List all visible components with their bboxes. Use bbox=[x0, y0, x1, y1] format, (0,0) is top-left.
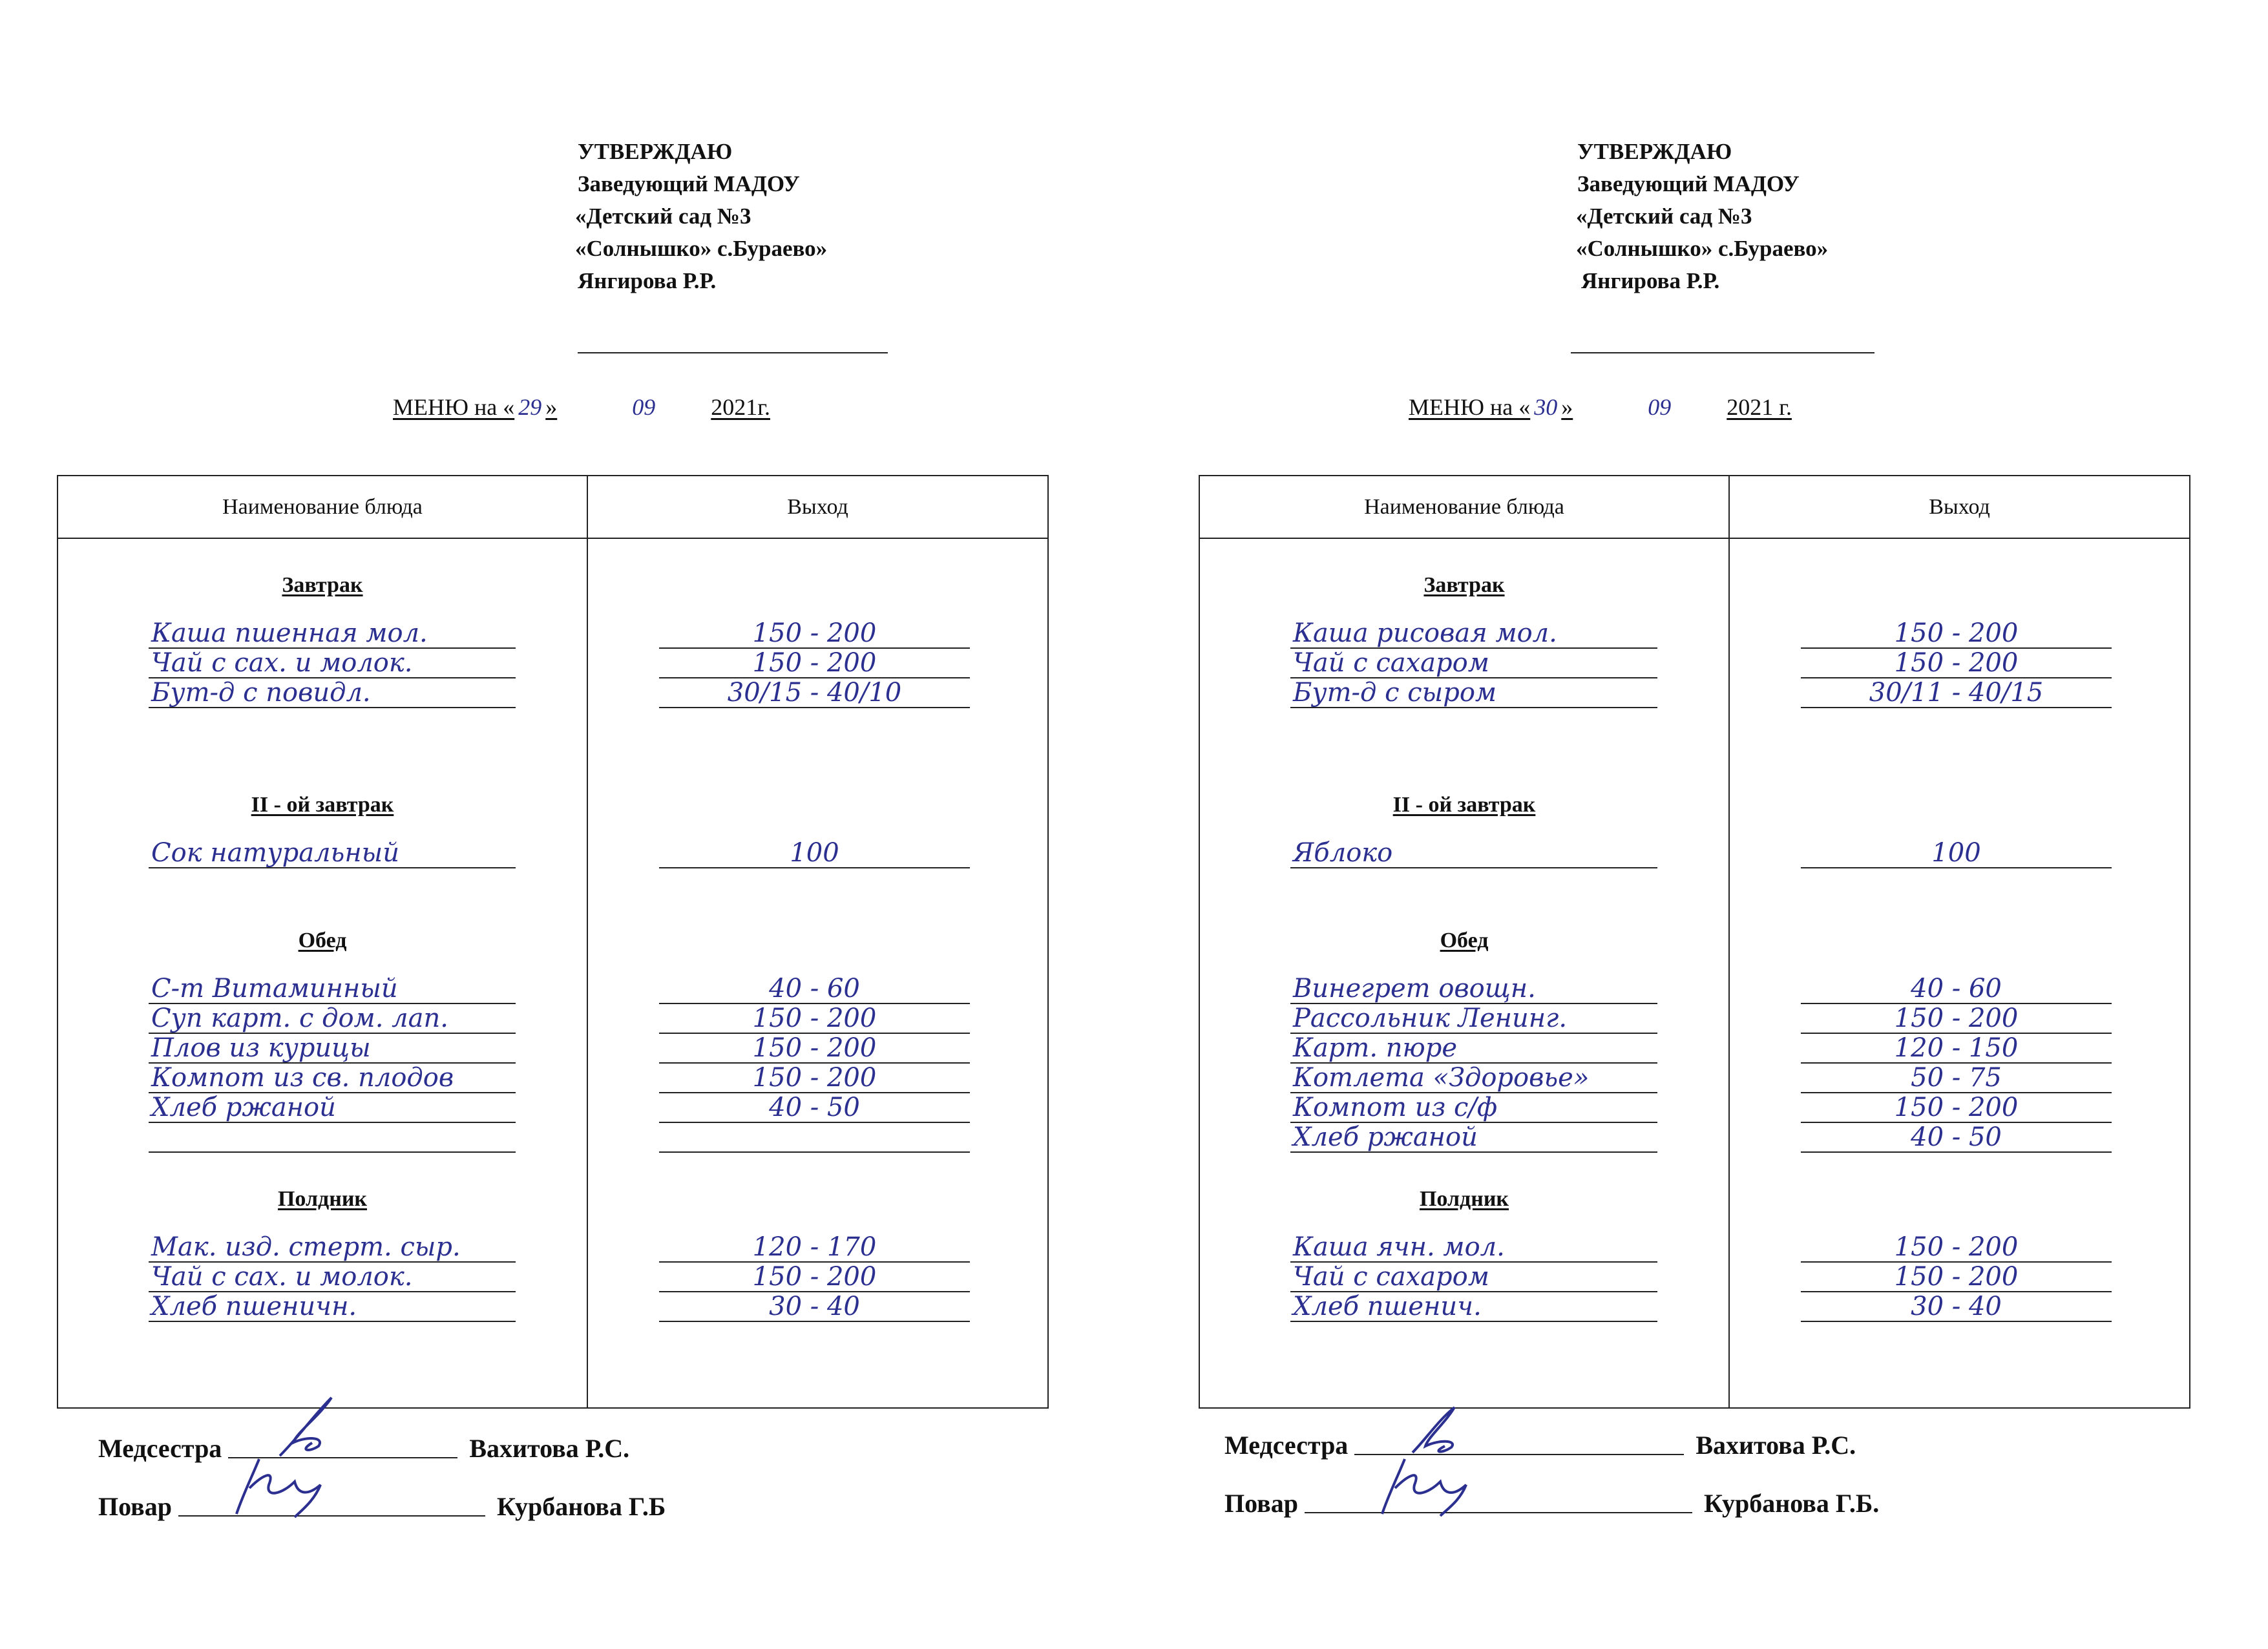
dish-item: Хлеб пшеничн. bbox=[149, 1292, 516, 1322]
header-output: Выход bbox=[1729, 476, 2190, 538]
cook-name: Курбанова Г.Б. bbox=[1703, 1489, 1880, 1518]
menu-month: 09 bbox=[632, 394, 656, 420]
dish-output: 30/11 - 40/15 bbox=[1801, 678, 2112, 708]
menu-sheet-right bbox=[1199, 0, 2232, 1649]
director-signature-line bbox=[1571, 352, 1874, 353]
section-afternoon-snack-outputs bbox=[588, 1185, 1047, 1322]
dish-item: Хлеб ржаной bbox=[1290, 1123, 1657, 1153]
handwritten-signature-icon bbox=[1350, 1453, 1479, 1517]
dish-output: 120 - 150 bbox=[1801, 1034, 2112, 1064]
section-second-breakfast-outputs bbox=[588, 791, 1047, 868]
dish-item: Чай с сахаром bbox=[1290, 649, 1657, 678]
section-lunch-outputs bbox=[588, 927, 1047, 1153]
cook-signature-row bbox=[1224, 1486, 1879, 1518]
handwritten-signature-icon bbox=[1400, 1401, 1490, 1459]
cook-name: Курбанова Г.Б bbox=[496, 1492, 666, 1521]
section-title: Завтрак bbox=[1423, 573, 1505, 597]
director-signature-line bbox=[578, 352, 888, 353]
section-title: Завтрак bbox=[282, 573, 363, 597]
dish-names-column bbox=[58, 538, 587, 1408]
section-second-breakfast-outputs bbox=[1730, 791, 2189, 868]
dish-output: 150 - 200 bbox=[1801, 1263, 2112, 1292]
menu-title-quote: » bbox=[545, 394, 558, 420]
dish-item: Мак. изд. стерт. сыр. bbox=[149, 1233, 516, 1263]
nurse-signature-row bbox=[1224, 1428, 1856, 1460]
section-breakfast-outputs bbox=[588, 571, 1047, 708]
dish-output: 50 - 75 bbox=[1801, 1064, 2112, 1093]
cook-label: Повар bbox=[98, 1492, 172, 1521]
dish-output: 120 - 170 bbox=[659, 1233, 970, 1263]
header-output: Выход bbox=[587, 476, 1048, 538]
nurse-label: Медсестра bbox=[98, 1434, 222, 1463]
approval-line: УТВЕРЖДАЮ bbox=[578, 139, 733, 164]
approval-block bbox=[575, 136, 1030, 297]
dish-output: 30 - 40 bbox=[1801, 1292, 2112, 1322]
dish-item: Каша ячн. мол. bbox=[1290, 1233, 1657, 1263]
section-afternoon-snack bbox=[1200, 1185, 1728, 1322]
menu-title-prefix: МЕНЮ на « bbox=[1409, 394, 1531, 420]
handwritten-signature-icon bbox=[224, 1449, 353, 1520]
meals-table bbox=[1199, 475, 2190, 1409]
dish-item: Карт. пюре bbox=[1290, 1034, 1657, 1064]
menu-title bbox=[393, 391, 770, 423]
dish-item: Рассольник Ленинг. bbox=[1290, 1004, 1657, 1034]
dish-item: Чай с сах. и молок. bbox=[149, 649, 516, 678]
menu-year: 2021г. bbox=[711, 394, 770, 420]
dish-output: 40 - 60 bbox=[659, 974, 970, 1004]
dish-output: 40 - 60 bbox=[1801, 974, 2112, 1004]
section-breakfast bbox=[58, 571, 587, 708]
approval-line: Янгирова Р.Р. bbox=[1581, 268, 1720, 293]
dish-output: 150 - 200 bbox=[659, 1064, 970, 1093]
dish-item: Бут-д с сыром bbox=[1290, 678, 1657, 708]
dish-item: Сок натуральный bbox=[149, 839, 516, 868]
section-afternoon-snack bbox=[58, 1185, 587, 1322]
outputs-column bbox=[1729, 538, 2190, 1408]
section-title: II - ой завтрак bbox=[251, 793, 394, 817]
dish-output: 150 - 200 bbox=[659, 649, 970, 678]
dish-item: Котлета «Здоровье» bbox=[1290, 1064, 1657, 1093]
approval-line: «Детский сад №3 bbox=[575, 204, 751, 229]
cook-signature bbox=[178, 1489, 485, 1517]
nurse-signature-row bbox=[98, 1431, 629, 1464]
header-dish-name: Наименование блюда bbox=[58, 476, 587, 538]
cook-signature bbox=[1305, 1486, 1692, 1513]
section-lunch bbox=[58, 927, 587, 1153]
menu-title-prefix: МЕНЮ на « bbox=[393, 394, 515, 420]
dish-item: Каша пшенная мол. bbox=[149, 619, 516, 649]
section-title: Полдник bbox=[1419, 1187, 1509, 1211]
dish-output: 100 bbox=[1801, 839, 2112, 868]
menu-title-quote: » bbox=[1561, 394, 1573, 420]
dish-output: 150 - 200 bbox=[1801, 1233, 2112, 1263]
dish-item: Суп карт. с дом. лап. bbox=[149, 1004, 516, 1034]
dish-item: Хлеб пшенич. bbox=[1290, 1292, 1657, 1322]
dish-output: 40 - 50 bbox=[659, 1093, 970, 1123]
dish-output: 150 - 200 bbox=[1801, 649, 2112, 678]
dish-output: 150 - 200 bbox=[1801, 1004, 2112, 1034]
section-title: Обед bbox=[1440, 929, 1489, 952]
meals-table bbox=[57, 475, 1049, 1409]
dish-item: Винегрет овощн. bbox=[1290, 974, 1657, 1004]
approval-line: «Солнышко» с.Бураево» bbox=[575, 236, 828, 261]
dish-item: Компот из с/ф bbox=[1290, 1093, 1657, 1123]
section-breakfast-outputs bbox=[1730, 571, 2189, 708]
menu-month: 09 bbox=[1648, 394, 1672, 420]
dish-output: 100 bbox=[659, 839, 970, 868]
dish-item: Плов из курицы bbox=[149, 1034, 516, 1064]
menu-title bbox=[1409, 391, 1792, 423]
approval-line: «Солнышко» с.Бураево» bbox=[1576, 236, 1829, 261]
menu-day: 29 bbox=[518, 394, 542, 420]
dish-item: Бут-д с повидл. bbox=[149, 678, 516, 708]
nurse-label: Медсестра bbox=[1224, 1431, 1349, 1460]
dish-item: Яблоко bbox=[1290, 839, 1657, 868]
dish-output: 150 - 200 bbox=[659, 619, 970, 649]
menu-day: 30 bbox=[1534, 394, 1558, 420]
nurse-signature bbox=[1354, 1428, 1684, 1455]
section-lunch bbox=[1200, 927, 1728, 1153]
dish-item: Чай с сах. и молок. bbox=[149, 1263, 516, 1292]
section-title: Обед bbox=[298, 929, 347, 952]
dish-output: 30/15 - 40/10 bbox=[659, 678, 970, 708]
dish-output: 150 - 200 bbox=[659, 1034, 970, 1064]
section-afternoon-snack-outputs bbox=[1730, 1185, 2189, 1322]
dish-item: Хлеб ржаной bbox=[149, 1093, 516, 1123]
approval-line: Янгирова Р.Р. bbox=[578, 268, 717, 293]
dish-output: 40 - 50 bbox=[1801, 1123, 2112, 1153]
nurse-name: Вахитова Р.С. bbox=[469, 1434, 630, 1463]
section-title: Полдник bbox=[277, 1187, 368, 1211]
dish-item: С-т Витаминный bbox=[149, 974, 516, 1004]
section-breakfast bbox=[1200, 571, 1728, 708]
dish-names-column bbox=[1199, 538, 1729, 1408]
cook-signature-row bbox=[98, 1489, 666, 1522]
dish-output: 150 - 200 bbox=[1801, 619, 2112, 649]
approval-line: УТВЕРЖДАЮ bbox=[1577, 139, 1732, 164]
dish-output: 150 - 200 bbox=[659, 1263, 970, 1292]
dish-item: Каша рисовая мол. bbox=[1290, 619, 1657, 649]
approval-line: Заведующий МАДОУ bbox=[578, 171, 800, 196]
cook-label: Повар bbox=[1224, 1489, 1298, 1518]
dish-output: 30 - 40 bbox=[659, 1292, 970, 1322]
header-dish-name: Наименование блюда bbox=[1199, 476, 1729, 538]
dish-output: 150 - 200 bbox=[659, 1004, 970, 1034]
outputs-column bbox=[587, 538, 1048, 1408]
nurse-name: Вахитова Р.С. bbox=[1696, 1431, 1856, 1460]
section-title: II - ой завтрак bbox=[1392, 793, 1536, 817]
section-second-breakfast bbox=[1200, 791, 1728, 868]
dish-item-empty bbox=[149, 1123, 516, 1153]
menu-sheet-left bbox=[57, 0, 1091, 1649]
section-lunch-outputs bbox=[1730, 927, 2189, 1153]
approval-line: Заведующий МАДОУ bbox=[1577, 171, 1800, 196]
menu-year: 2021 г. bbox=[1727, 394, 1792, 420]
section-second-breakfast bbox=[58, 791, 587, 868]
approval-line: «Детский сад №3 bbox=[1576, 204, 1752, 229]
dish-item: Чай с сахаром bbox=[1290, 1263, 1657, 1292]
approval-block bbox=[1577, 136, 2030, 297]
dish-item: Компот из св. плодов bbox=[149, 1064, 516, 1093]
dish-output: 150 - 200 bbox=[1801, 1093, 2112, 1123]
dish-output-empty bbox=[659, 1123, 970, 1153]
